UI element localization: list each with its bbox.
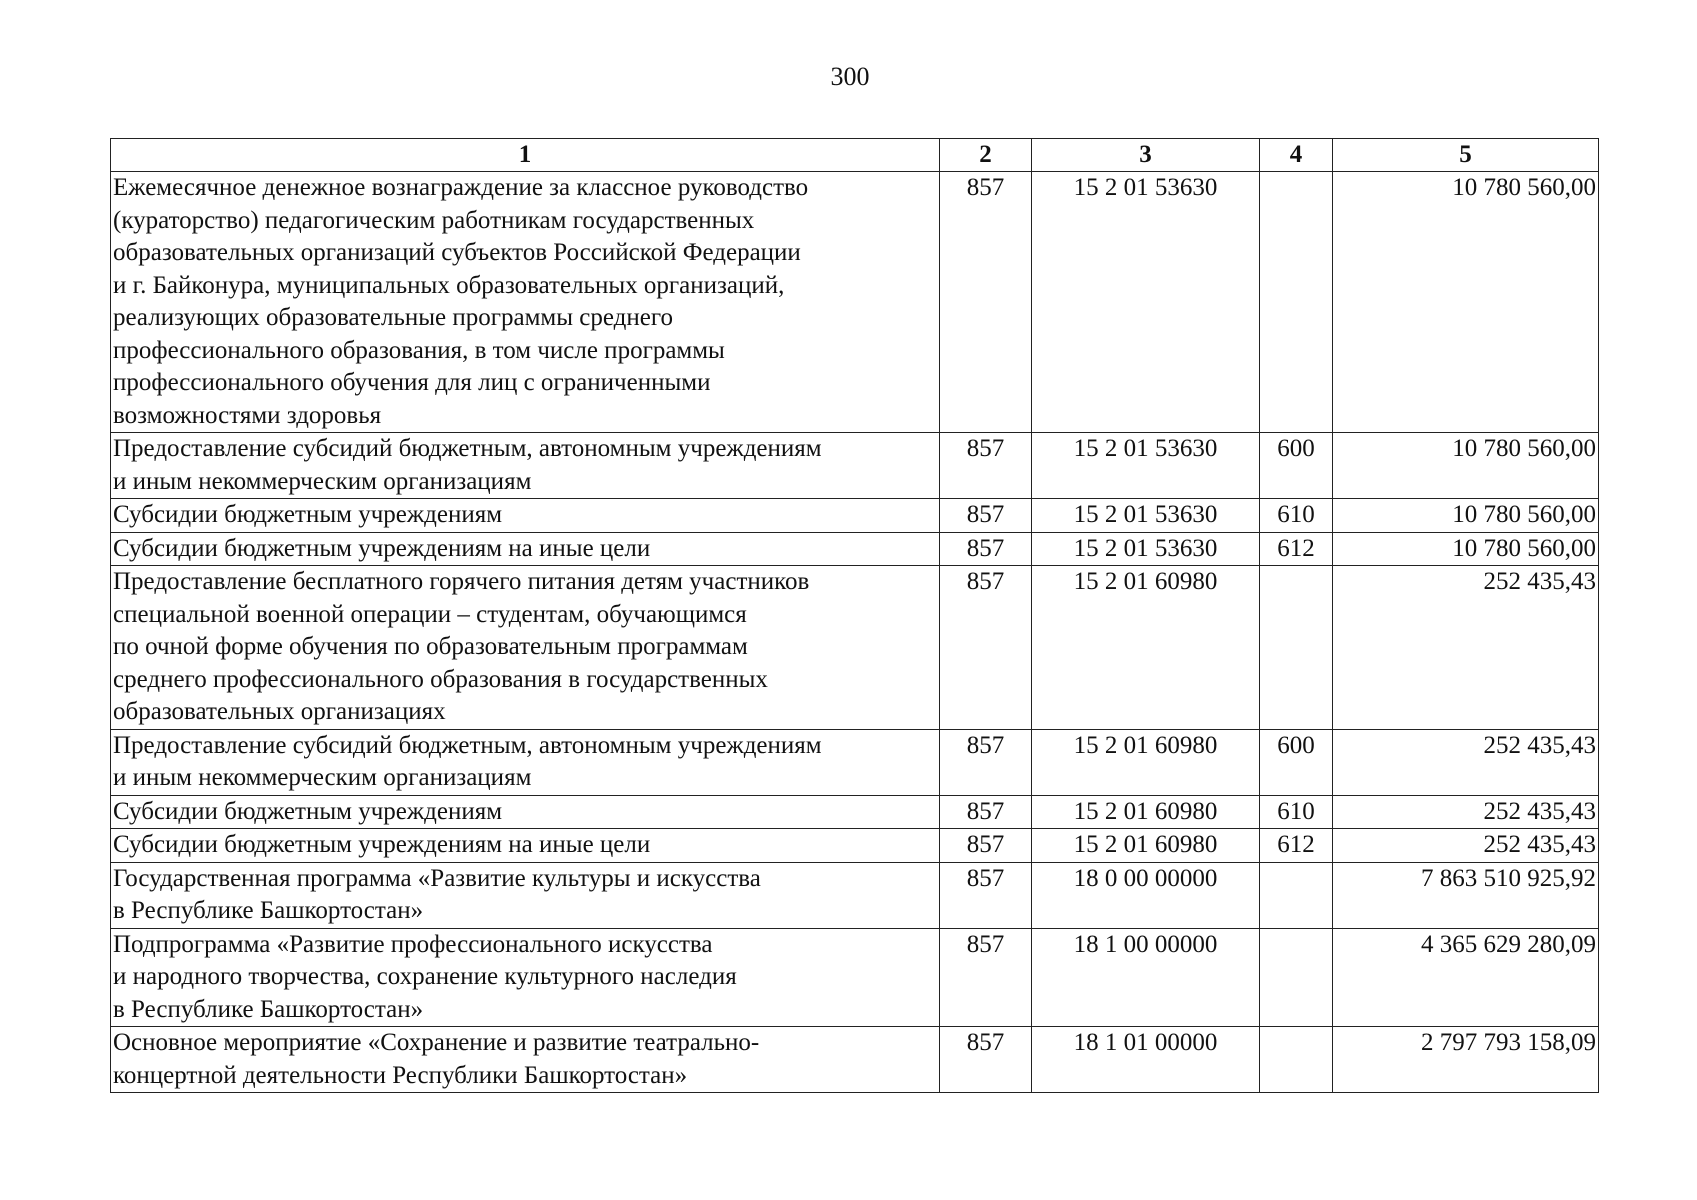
row-expense-type-cell [1260, 172, 1333, 433]
row-name-cell: Субсидии бюджетным учреждениям на иные цели [111, 532, 940, 566]
row-expense-type-cell [1260, 566, 1333, 730]
row-ministry-cell: 857 [940, 729, 1032, 795]
row-name-cell: Подпрограмма «Развитие профессионального искусства и народного творчества, сохранение культурного наследия в Республике Башкортостан» [111, 928, 940, 1027]
table-row [111, 172, 1599, 433]
row-amount-cell: 10 780 560,00 [1333, 172, 1599, 433]
row-target-cell: 15 2 01 60980 [1032, 566, 1260, 730]
table-header [111, 139, 1599, 172]
row-expense-type-cell [1260, 1027, 1333, 1093]
row-ministry-cell: 857 [940, 566, 1032, 730]
row-ministry-cell: 857 [940, 172, 1032, 433]
row-ministry-cell: 857 [940, 829, 1032, 863]
header-col-4: 4 [1260, 139, 1333, 172]
row-ministry-cell: 857 [940, 928, 1032, 1027]
row-target-cell: 15 2 01 60980 [1032, 829, 1260, 863]
row-name-cell: Предоставление бесплатного горячего питания детям участников специальной военной операции – студентам, обучающимся по очной форме обучения по образовательным программам среднего профессионального образования в государственных образовательных организациях [111, 566, 940, 730]
row-name-cell: Субсидии бюджетным учреждениям на иные цели [111, 829, 940, 863]
table-row [111, 862, 1599, 928]
row-amount-cell: 252 435,43 [1333, 566, 1599, 730]
row-amount-cell: 10 780 560,00 [1333, 499, 1599, 533]
table-row [111, 795, 1599, 829]
table-row [111, 433, 1599, 499]
row-target-cell: 15 2 01 60980 [1032, 795, 1260, 829]
header-col-5: 5 [1333, 139, 1599, 172]
row-ministry-cell: 857 [940, 433, 1032, 499]
row-target-cell: 15 2 01 53630 [1032, 499, 1260, 533]
row-name-cell: Предоставление субсидий бюджетным, автономным учреждениям и иным некоммерческим организациям [111, 729, 940, 795]
row-target-cell: 18 1 01 00000 [1032, 1027, 1260, 1093]
row-name-cell: Основное мероприятие «Сохранение и развитие театрально- концертной деятельности Республики Башкортостан» [111, 1027, 940, 1093]
row-name-cell: Предоставление субсидий бюджетным, автономным учреждениям и иным некоммерческим организациям [111, 433, 940, 499]
row-name-cell: Ежемесячное денежное вознаграждение за классное руководство (кураторство) педагогическим работникам государственных образовательных организаций субъектов Российской Федерации и г. Байконура, муниципальных образовательных организаций, реализующих образовательные программы среднего профессионального образования, в том числе программы профессионального обучения для лиц с ограниченными возможностями здоровья [111, 172, 940, 433]
row-expense-type-cell [1260, 928, 1333, 1027]
row-amount-cell: 2 797 793 158,09 [1333, 1027, 1599, 1093]
table-row [111, 928, 1599, 1027]
table-row [111, 1027, 1599, 1093]
row-ministry-cell: 857 [940, 795, 1032, 829]
header-col-2: 2 [940, 139, 1032, 172]
row-amount-cell: 7 863 510 925,92 [1333, 862, 1599, 928]
row-expense-type-cell: 600 [1260, 433, 1333, 499]
table-row [111, 532, 1599, 566]
table-row [111, 829, 1599, 863]
row-amount-cell: 252 435,43 [1333, 729, 1599, 795]
page-number: 300 [830, 62, 870, 91]
row-expense-type-cell: 610 [1260, 499, 1333, 533]
row-ministry-cell: 857 [940, 532, 1032, 566]
row-expense-type-cell: 612 [1260, 532, 1333, 566]
table-row [111, 729, 1599, 795]
row-amount-cell: 4 365 629 280,09 [1333, 928, 1599, 1027]
row-target-cell: 15 2 01 53630 [1032, 433, 1260, 499]
row-target-cell: 15 2 01 60980 [1032, 729, 1260, 795]
row-ministry-cell: 857 [940, 862, 1032, 928]
row-expense-type-cell [1260, 862, 1333, 928]
row-name-cell: Субсидии бюджетным учреждениям [111, 795, 940, 829]
row-name-cell: Государственная программа «Развитие культуры и искусства в Республике Башкортостан» [111, 862, 940, 928]
row-expense-type-cell: 612 [1260, 829, 1333, 863]
row-ministry-cell: 857 [940, 1027, 1032, 1093]
row-amount-cell: 10 780 560,00 [1333, 433, 1599, 499]
row-target-cell: 18 0 00 00000 [1032, 862, 1260, 928]
row-target-cell: 18 1 00 00000 [1032, 928, 1260, 1027]
row-ministry-cell: 857 [940, 499, 1032, 533]
header-row [111, 139, 1599, 172]
row-expense-type-cell: 610 [1260, 795, 1333, 829]
row-target-cell: 15 2 01 53630 [1032, 172, 1260, 433]
table-body [111, 172, 1599, 1093]
table-row [111, 499, 1599, 533]
row-amount-cell: 10 780 560,00 [1333, 532, 1599, 566]
header-col-1: 1 [111, 139, 940, 172]
row-target-cell: 15 2 01 53630 [1032, 532, 1260, 566]
table-row [111, 566, 1599, 730]
row-expense-type-cell: 600 [1260, 729, 1333, 795]
row-name-cell: Субсидии бюджетным учреждениям [111, 499, 940, 533]
row-amount-cell: 252 435,43 [1333, 795, 1599, 829]
row-amount-cell: 252 435,43 [1333, 829, 1599, 863]
header-col-3: 3 [1032, 139, 1260, 172]
budget-table [110, 138, 1599, 1093]
